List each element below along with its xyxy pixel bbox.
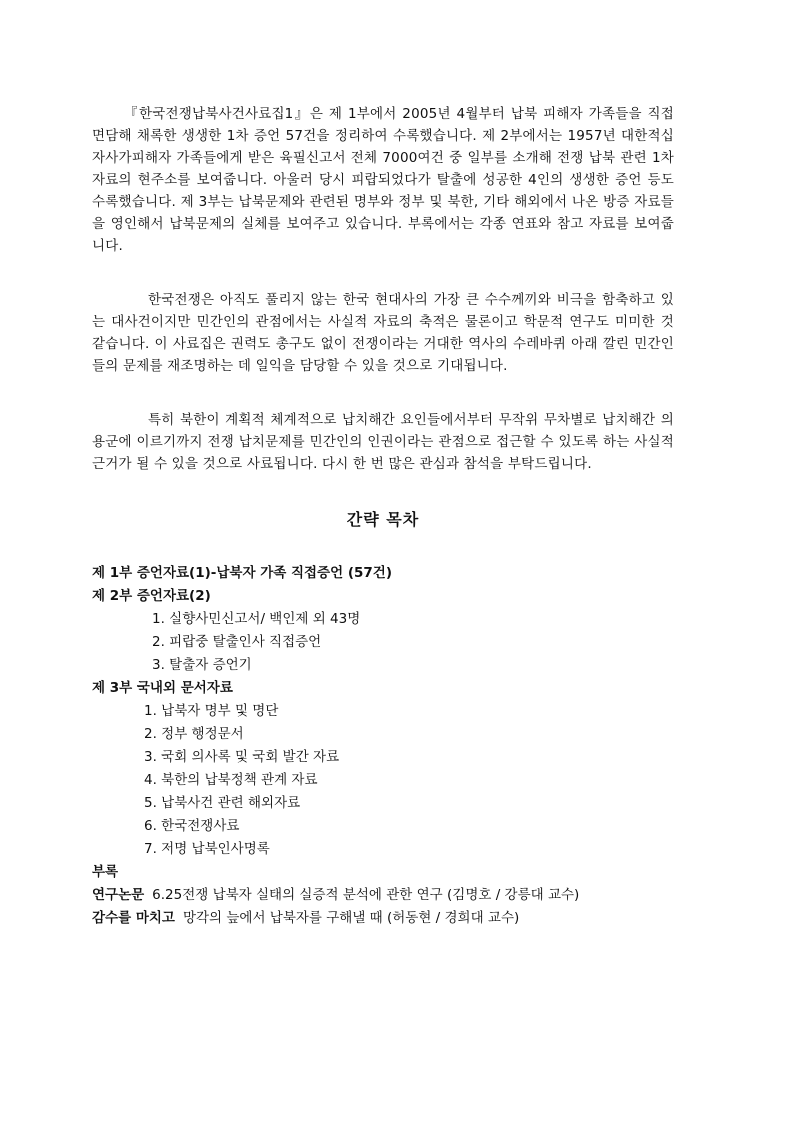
toc-part-3: 제 3부 국내외 문서자료: [92, 680, 233, 696]
toc-item: 2. 피랍중 탈출인사 직접증언: [152, 634, 322, 650]
review-label: 감수를 마치고: [92, 910, 175, 926]
toc-item: 3. 탈출자 증언기: [152, 657, 252, 673]
toc-research-paper: [92, 884, 674, 907]
toc-review: [92, 907, 674, 930]
closing-paragraph: 특히 북한이 계획적 체계적으로 납치해간 요인들에서부터 무작위 무차별로 납치해간 의용군에 이르기까지 전쟁 납치문제를 민간인의 인권이라는 관점으로 접근할 수 있도록 하는 사실적 근거가 될 수 있을 것으로 사료됩니다. 다시 한 번 많은 관심과 참석을 부탁드립니다.: [92, 412, 674, 472]
toc-appendix: 부록: [92, 864, 119, 880]
research-text: 6.25전쟁 납북자 실태의 실증적 분석에 관한 연구 (김명호 / 강릉대 교수): [152, 887, 580, 903]
intro-paragraph: 『한국전쟁납북사건사료집1』은 제 1부에서 2005년 4월부터 납북 피해자 가족들을 직접 면담해 채록한 생생한 1차 증언 57건을 정리하여 수록했습니다. 제 2부에서는 1957년 대한적십자사가피해자 가족들에게 받은 육필신고서 전체 7000여건 중 일부를 소개해 전쟁 납북 관련 1차 자료의 현주소를 보여줍니다. 아울러 당시 피랍되었다가 탈출에 성공한 4인의 생생한 증언 등도 수록했습니다. 제 3부는 납북문제와 관련된 명부와 정부 및 북한, 기타 해외에서 나온 방증 자료들을 영인해서 납북문제의 실체를 보여주고 있습니다. 부록에서는 각종 연표와 참고 자료를 보여줍니다.: [92, 106, 674, 254]
toc-item: 3. 국회 의사록 및 국회 발간 자료: [144, 749, 340, 765]
toc-item: 1. 납북자 명부 및 명단: [144, 703, 279, 719]
research-label: 연구논문: [92, 887, 145, 903]
toc-title: 간략 목차: [346, 510, 420, 529]
toc-item: 2. 정부 행정문서: [144, 726, 244, 742]
toc-item: 4. 북한의 납북정책 관계 자료: [144, 772, 318, 788]
toc-part-2: 제 2부 증언자료(2): [92, 588, 211, 604]
review-text: 망각의 늪에서 납북자를 구해낼 때 (허동현 / 경희대 교수): [182, 910, 520, 926]
table-of-contents: [92, 562, 674, 930]
toc-part-1: 제 1부 증언자료(1)-납북자 가족 직접증언 (57건): [92, 565, 393, 581]
toc-item: 1. 실향사민신고서/ 백인제 외 43명: [152, 611, 361, 627]
toc-item: 7. 저명 납북인사명록: [144, 841, 270, 857]
toc-item: 6. 한국전쟁사료: [144, 818, 240, 834]
document-page: [92, 103, 674, 930]
significance-paragraph: 한국전쟁은 아직도 풀리지 않는 한국 현대사의 가장 큰 수수께끼와 비극을 함축하고 있는 대사건이지만 민간인의 관점에서는 사실적 자료의 축적은 물론이고 학문적 연구도 미미한 것 같습니다. 이 사료집은 권력도 총구도 없이 전쟁이라는 거대한 역사의 수레바퀴 아래 깔린 민간인들의 문제를 재조명하는 데 일익을 담당할 수 있을 것으로 기대됩니다.: [92, 292, 674, 374]
toc-item: 5. 납북사건 관련 해외자료: [144, 795, 301, 811]
